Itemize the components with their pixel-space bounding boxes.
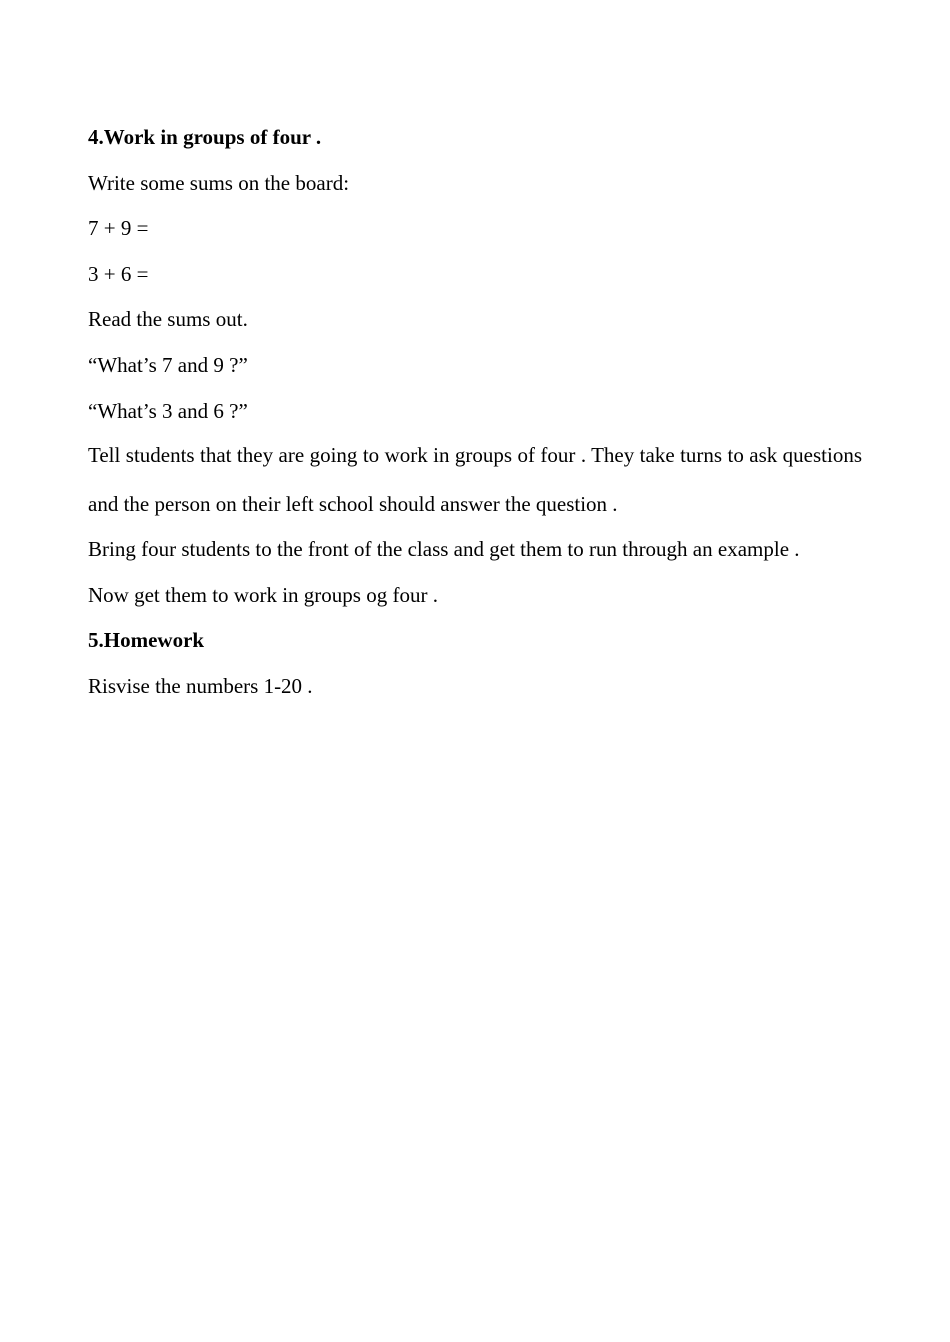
paragraph-intro: Write some sums on the board: [88,170,350,195]
sum-line-1: 7 + 9 = [88,216,149,241]
document-body [88,122,862,717]
sum-line-2: 3 + 6 = [88,261,149,286]
question-line-1: “What’s 7 and 9 ?” [88,352,248,377]
paragraph-instruction: Tell students that they are going to work in groups of four . They take turns to ask questions and the person on their left school should answer the question . [88,443,862,517]
paragraph-group-work: Now get them to work in groups og four . [88,582,438,607]
section-heading-homework: 5.Homework [88,628,205,653]
section-heading-work-in-groups: 4.Work in groups of four . [88,125,322,149]
paragraph-example: Bring four students to the front of the class and get them to run through an example . [88,537,800,562]
question-line-2: “What’s 3 and 6 ?” [88,398,248,423]
paragraph-homework-task: Risvise the numbers 1-20 . [88,673,313,698]
paragraph-read-out: Read the sums out. [88,307,248,332]
